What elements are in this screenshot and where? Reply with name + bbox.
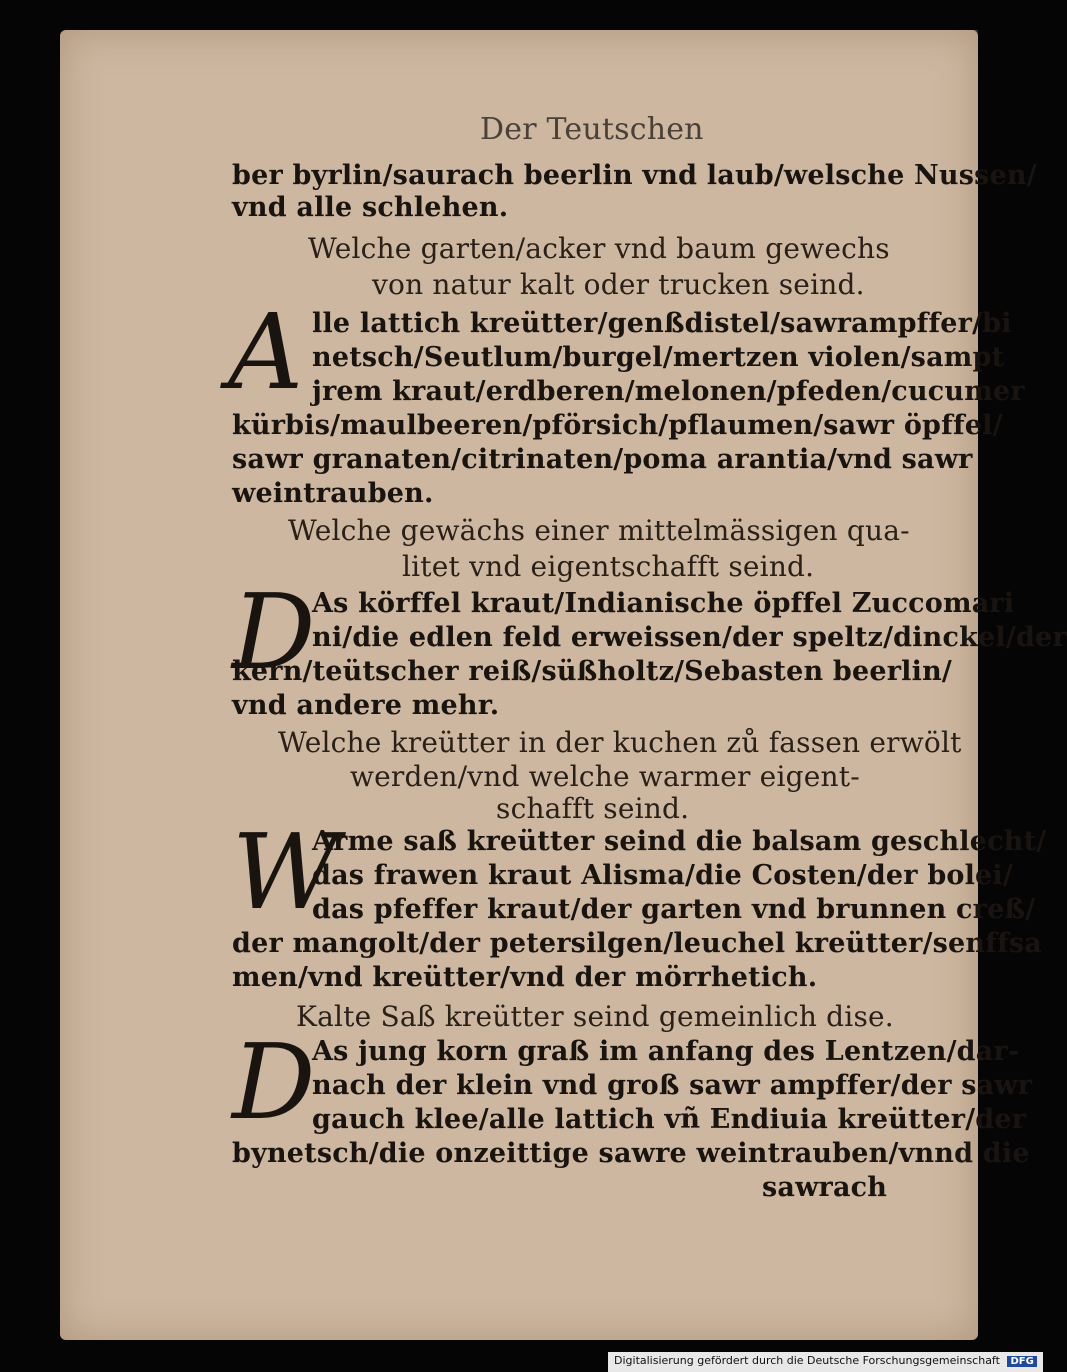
text-line: lle lattich kreütter/genßdistel/sawrampffer/bi <box>312 308 1012 339</box>
text-line: Arme saß kreütter seind die balsam geschlecht/ <box>312 826 1047 857</box>
text-line: kürbis/maulbeeren/pförsich/pflaumen/sawr öpffel/ <box>232 410 1003 441</box>
credit-text: Digitalisierung gefördert durch die Deutsche Forschungsgemeinschaft <box>614 1354 1000 1367</box>
section-heading: Welche garten/acker vnd baum gewechs <box>308 232 890 265</box>
drop-cap-initial: A <box>228 291 304 413</box>
text-line: sawr granaten/citrinaten/poma arantia/vnd sawr <box>232 444 973 475</box>
text-line: jrem kraut/erdberen/melonen/pfeden/cucumer <box>312 376 1025 407</box>
running-head: Der Teutschen <box>480 112 704 147</box>
section-heading: Kalte Saß kreütter seind gemeinlich dise. <box>296 1000 894 1033</box>
catchword: sawrach <box>762 1172 888 1203</box>
section-heading: werden/vnd welche warmer eigent- <box>350 760 860 793</box>
text-line: ni/die edlen feld erweissen/der speltz/dinckel/der <box>312 622 1067 653</box>
dfg-logo: DFG <box>1007 1356 1036 1367</box>
section-heading: Welche gewächs einer mittelmässigen qua- <box>288 514 910 547</box>
section-heading: litet vnd eigentschafft seind. <box>402 550 815 583</box>
section-heading: von natur kalt oder trucken seind. <box>372 268 865 301</box>
text-line: das pfeffer kraut/der garten vnd brunnen creß/ <box>312 894 1036 925</box>
page-text <box>60 30 1067 1340</box>
text-line: vnd andere mehr. <box>232 690 500 721</box>
drop-cap-initial: W <box>232 811 339 933</box>
text-line: der mangolt/der petersilgen/leuchel kreütter/senffsa <box>232 928 1042 959</box>
text-line: vnd alle schlehen. <box>232 192 509 223</box>
section-heading: Welche kreütter in der kuchen zů fassen erwölt <box>278 726 962 759</box>
text-line: das frawen kraut Alisma/die Costen/der bolei/ <box>312 860 1013 891</box>
text-line: ber byrlin/saurach beerlin vnd laub/welsche Nussen/ <box>232 160 1037 191</box>
text-line: netsch/Seutlum/burgel/mertzen violen/sampt <box>312 342 1005 373</box>
text-line: gauch klee/alle lattich vñ Endiuia kreütter/der <box>312 1104 1027 1135</box>
drop-cap-initial: D <box>232 571 316 693</box>
text-line: kern/teütscher reiß/süßholtz/Sebasten beerlin/ <box>232 656 952 687</box>
text-line: As körffel kraut/Indianische öpffel Zuccomari <box>312 588 1015 619</box>
digitization-credit <box>608 1352 1043 1372</box>
drop-cap-initial: D <box>232 1021 316 1143</box>
section-heading: schafft seind. <box>496 792 690 825</box>
text-line: weintrauben. <box>232 478 434 509</box>
book-page <box>60 30 1067 1340</box>
text-line: nach der klein vnd groß sawr ampffer/der sawr <box>312 1070 1033 1101</box>
text-line: men/vnd kreütter/vnd der mörrhetich. <box>232 962 818 993</box>
text-line: As jung korn graß im anfang des Lentzen/dar- <box>312 1036 1020 1067</box>
text-line: bynetsch/die onzeittige sawre weintrauben/vnnd die <box>232 1138 1030 1169</box>
